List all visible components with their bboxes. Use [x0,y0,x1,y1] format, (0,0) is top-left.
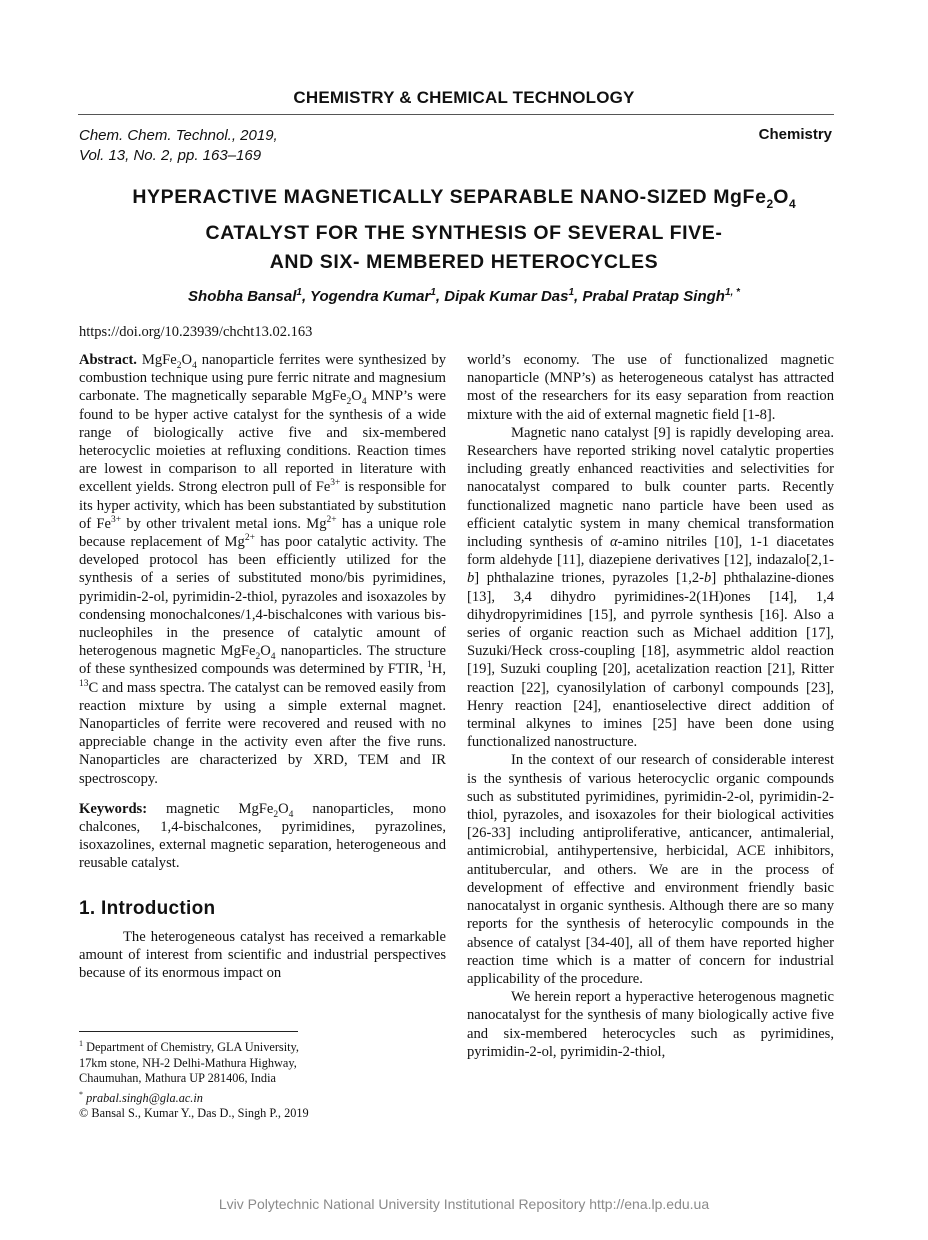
text: α [609,534,618,551]
subscript: 4 [270,652,276,663]
author: Yogendra Kumar [310,288,431,305]
text: b [467,570,475,587]
text: Magnetic nano catalyst [9] is rapidly developing area. Researchers have reported striking novel catalytic properties including greatly enhanced reactivities and selectivities for nanocatalyst compared to bulk counter parts. Recently functionalized magnetic nano particle have been used as efficient catalytic system in many chemical transformation including synthesis of [467,424,834,551]
journal-header: CHEMISTRY & CHEMICAL TECHNOLOGY [293,88,635,107]
superscript: * [79,1089,83,1099]
section-tag: Chemistry [758,126,832,143]
keywords [79,800,446,873]
intro-paragraph-2 [467,424,834,752]
text: O [278,800,289,817]
corresponding-email [79,1087,309,1107]
superscript: 2+ [244,533,255,544]
text: nanoparticles, mono chalcones, 1,4-bischalcones, pyrimidines, pyrazolines, isoxazolines, external magnetic separation, heterogeneous and reusable catalyst. [79,800,446,872]
affiliation-marker: 1, * [724,287,740,298]
author: Dipak Kumar Das [444,288,569,305]
text: -amino nitriles [10], 1-1 diacetates form aldehyde [11], diazepiene derivatives [12], indazalo[2,1- [467,534,835,569]
subscript: 4 [361,397,367,408]
subscript: 2 [273,809,279,820]
left-column [79,351,446,983]
text: O [260,643,271,660]
right-column [467,351,834,1061]
text: is responsible for its hyper activity, which has been substantiated by substitution of Fe [79,479,446,532]
journal-citation [79,126,278,166]
text: MNP’s were found to be hyper active catalyst for the synthesis of a wide range of biologically active five and six-membered heterocyclic moieties at refluxing conditions. Reaction times are lowest in comparison to all reported in literature with excellent yields. Strong electron pull of Fe [79,388,446,496]
affiliation-line: Chaumuhan, Mathura UP 281406, India [79,1071,276,1086]
text: ] phthalazine triones, pyrazoles [1,2- [474,570,705,587]
subscript: 4 [788,196,796,211]
title-text: O [773,186,789,208]
author: Shobha Bansal [188,288,297,305]
text: b [704,570,712,587]
text: H, [431,661,446,678]
subscript: 4 [192,360,197,371]
footnotes [79,1036,309,1122]
affiliation-marker: 1 [430,287,436,298]
affiliation-marker: 1 [296,287,302,298]
title-line-2: CATALYST FOR THE SYNTHESIS OF SEVERAL FIVE- [205,221,723,244]
subscript: 2 [346,397,352,408]
header-divider [78,114,834,115]
affiliation [79,1036,309,1056]
text: nanoparticle ferrites were synthesized by combustion technique using pure ferric nitrate and magnesium carbonate. The magnetically separable MgFe [79,352,446,405]
superscript: 3+ [330,478,341,489]
author: Prabal Pratap Singh [582,288,725,305]
text: has poor catalytic activity. The developed protocol has been efficiently utilized for the synthesis of a series of substituted mono/bis pyrimidines, pyrimidin-2-ol, pyrimidin-2-thiol, pyrazoles and isoxazoles by condensing monochalcones/1,4-bischalcones with various bis-nucleophiles in the presence of catalytic amount of heterogenous magnetic MgFe [79,534,447,660]
text: O [181,352,193,368]
footnote-divider [79,1031,298,1032]
text: has a unique role because replacement of Mg [79,515,446,551]
text: C and mass spectra. The catalyst can be removed easily from reaction mixture by using a simple external magnet. Nanoparticles of ferrite were recovered and reused with no appreciable change in the activity even after the five runs. Nanoparticles are characterized by XRD, TEM and IR spectroscopy. [79,679,446,787]
title-text: HYPERACTIVE MAGNETICALLY SEPARABLE NANO-SIZED MgFe [132,186,767,208]
superscript: 13 [79,678,89,689]
superscript: 1 [79,1039,83,1048]
text: O [351,388,362,405]
subscript: 2 [766,196,774,211]
text: by other trivalent metal ions. Mg [121,515,327,532]
citation-line-1: Chem. Chem. Technol., 2019, [79,127,278,144]
citation-line-2: Vol. 13, No. 2, pp. 163–169 [79,147,262,164]
subscript: 4 [288,809,294,820]
intro-paragraph-1-start: The heterogeneous catalyst has received a remarkable amount of interest from scientific and industrial perspectives because of its enormous impact on [79,928,446,982]
section-heading-introduction: 1. Introduction [79,897,216,919]
article-title [60,183,868,277]
superscript: 2+ [326,514,337,525]
affiliation-line: 17km stone, NH-2 Delhi-Mathura Highway, [79,1055,297,1070]
text: MgFe [136,352,177,368]
superscript: 3+ [111,514,122,525]
repository-footer: Lviv Polytechnic National University Institutional Repository http://ena.lp.edu.ua [218,1196,710,1212]
intro-paragraph-1-end: world’s economy. The use of functionalized magnetic nanoparticle (MNP’s) as heterogeneous catalyst has attracted most of the researchers for its easy separation from reaction mixture with the aid of external magnetic field [1-8]. [467,352,834,423]
text: magnetic MgFe [147,800,274,817]
text: ] phthalazine-diones [13], 3,4 dihydro pyrimidines-2(1H)ones [14], 1,4 dihydropyrimidines [15], and pyrrole synthesis [16]. Also a series of organic reaction such as Michael addition [17], Suzuki/Heck cross-coupling [18], asymmetric aldol reaction [19], Suzuki coupling [20], acetalization reaction [21], Ritter reaction [22], cyanosilylation of carbonyl compounds [23], Henry reaction [24], enantioselective direct addition of terminal alkynes to imines [25] have been done using functionalized nanostructure. [467,570,834,751]
abstract-label: Abstract. [79,352,137,368]
text: Department of Chemistry, GLA University, [83,1040,299,1055]
email-link[interactable]: prabal.singh@gla.ac.in [83,1090,203,1105]
title-line-3: AND SIX- MEMBERED HETEROCYCLES [269,250,659,273]
title-line-1 [60,183,868,219]
text: nanoparticles. The structure of these synthesized compounds was determined by FTIR, [79,643,446,678]
copyright: © Bansal S., Kumar Y., Das D., Singh P., 2019 [79,1106,309,1121]
doi-link[interactable]: https://doi.org/10.23939/chcht13.02.163 [79,324,313,340]
subscript: 2 [255,652,261,663]
author-list: Shobha Bansal$^1$, Yogendra Kumar$^1$, Dipak Kumar Das$^1$, Prabal Pratap Singh$^{1, *}$ [188,287,740,305]
keywords-label: Keywords: [79,800,148,817]
intro-paragraph-4: We herein report a hyperactive heterogenous magnetic nanocatalyst for the synthesis of many biologically active five and six-membered heterocycles such as pyrimidines, pyrimidin-2-ol, pyrimidin-2-thiol, [467,989,834,1060]
abstract [79,351,446,788]
subscript: 2 [176,360,182,371]
affiliation-marker: 1 [568,287,575,298]
intro-paragraph-3: In the context of our research of considerable interest is the synthesis of various heterocyclic organic compounds such as substituted pyrimidines, pyrimidin-2-ol, pyrimidin-2-thiol, pyrazoles, and isoxazoles for their biological activities [26-33] including antiproliferative, anticancer, antimalerial, antimicrobial, antihypertensive, herbicidal, ACE inhibitors, antitubercular, and others. We are in the process of development of effective and environment friendly basic nanocatalyst in organic synthesis. Although there are so many reports for the synthesis of heterocylic compounds in the absence of catalyst [34-40], all of them have reported higher reaction time which is a matter of concern for industrial applicability of the procedure. [467,752,834,987]
superscript: 1 [427,660,432,671]
